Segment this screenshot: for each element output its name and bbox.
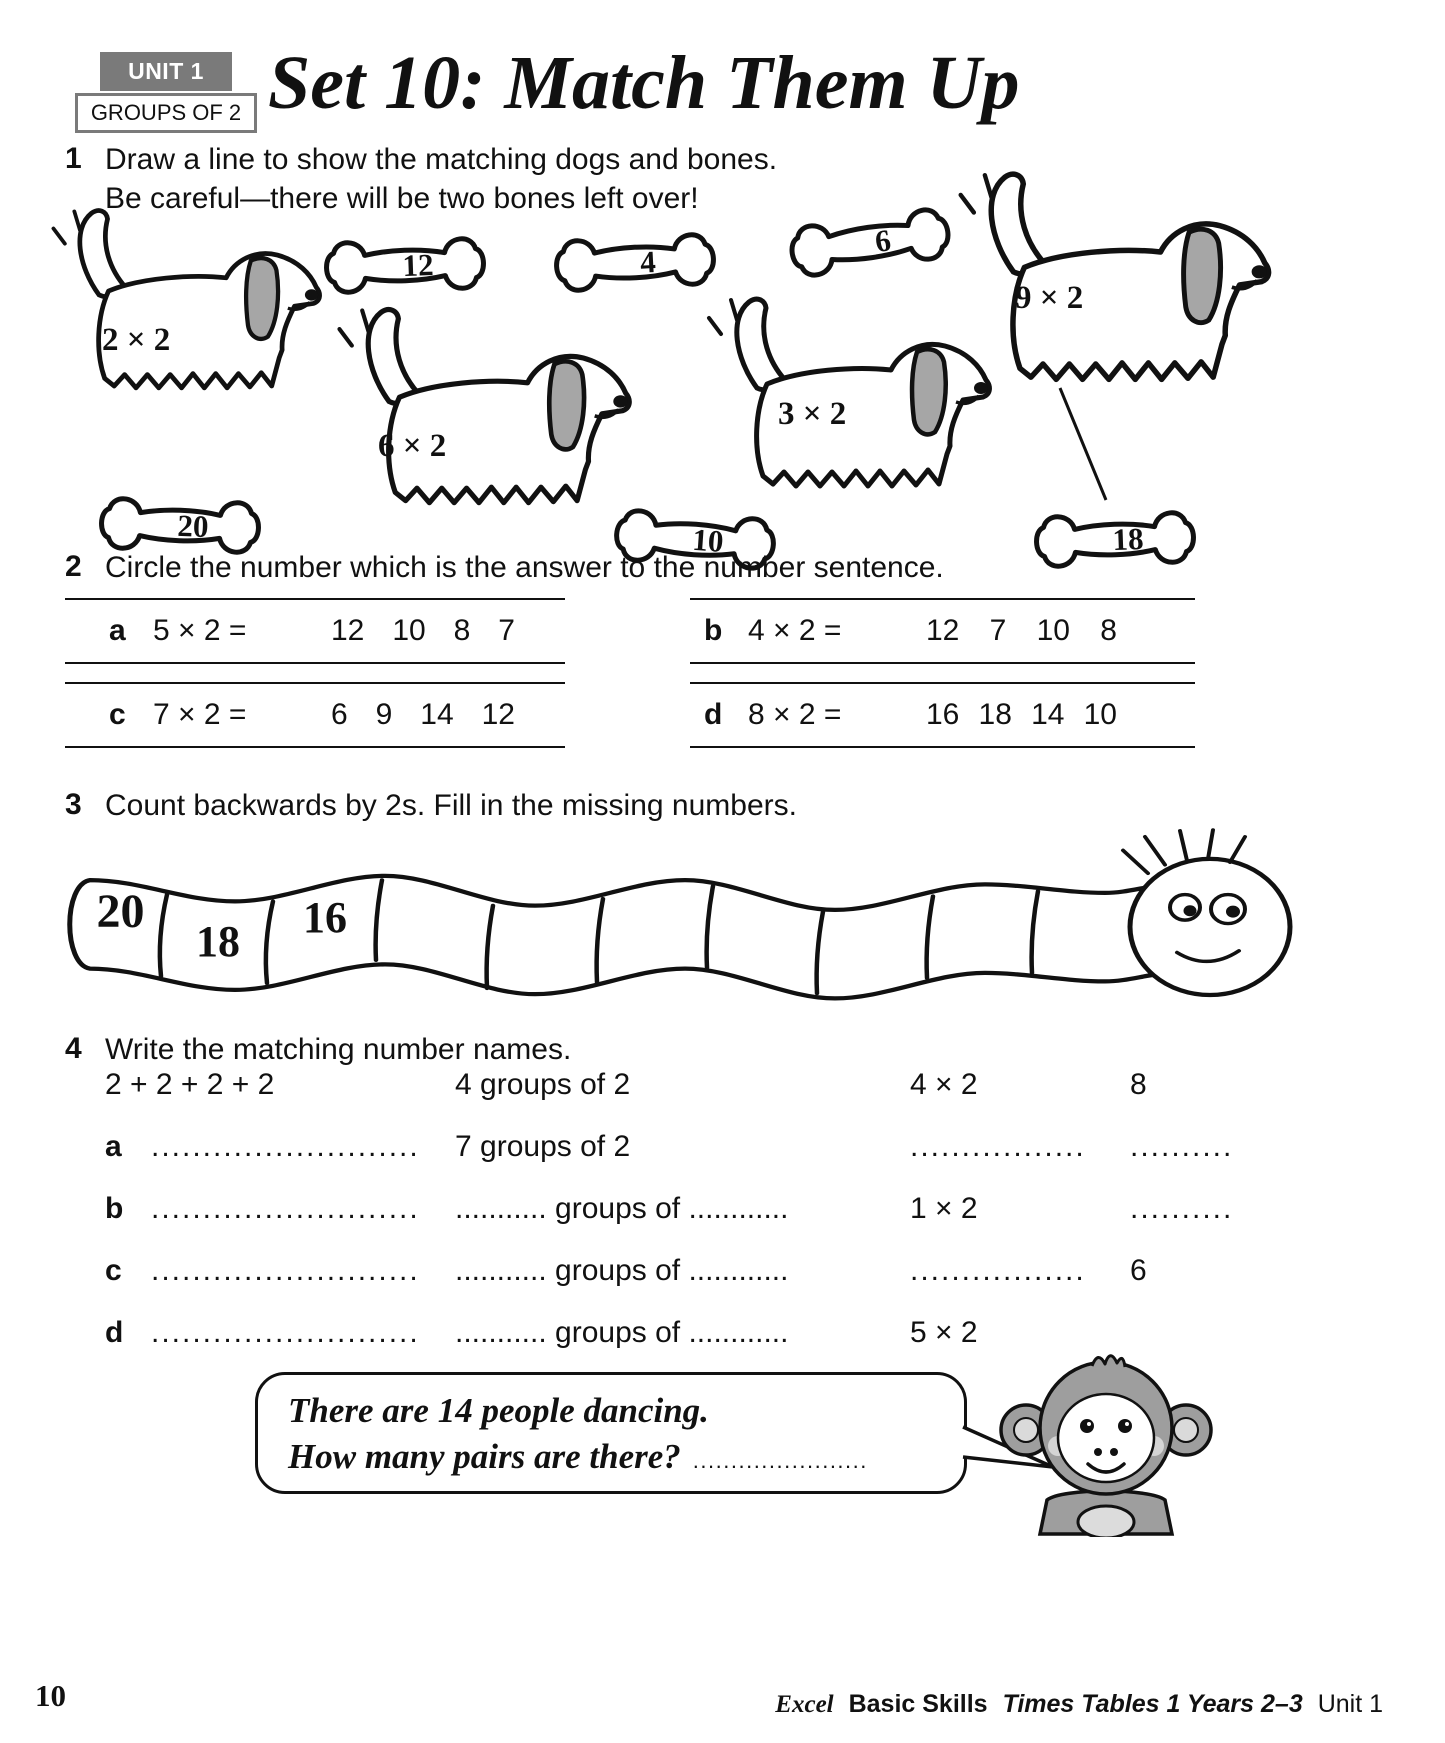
bone-18[interactable] [1029,499,1202,580]
q3-number: 3 [65,788,82,821]
answer-option[interactable]: 8 [453,614,471,647]
groups-answer-line[interactable]: ........... groups of ............ [455,1316,789,1349]
addition-answer-line[interactable]: .......................... [151,1316,420,1349]
worm-illustration [45,818,1355,1018]
row-letter: c [105,1254,122,1287]
bone-label: 20 [176,507,210,544]
q2-item-a [65,598,565,664]
answer-option[interactable]: 10 [1083,698,1117,731]
bubble-line2 [288,1434,964,1480]
q2-number: 2 [65,550,82,583]
dog-label-2x2: 2 × 2 [102,322,171,358]
addition-answer-line[interactable]: .......................... [151,1254,420,1287]
answer-line[interactable]: .......... [1130,1192,1234,1225]
worm-segment-value: 16 [303,893,347,942]
answer-text: 8 [1130,1068,1147,1101]
footer-credit [775,1690,1383,1719]
q4-prompt: Write the matching number names. [105,1033,572,1066]
bone-label: 10 [691,521,725,559]
footer-book: Times Tables 1 Years 2–3 [1002,1690,1303,1718]
item-letter: d [704,698,723,731]
addition-answer-line[interactable]: .......................... [151,1192,420,1225]
q2-item-c [65,682,565,748]
dog-icon [945,162,1275,420]
answer-option[interactable]: 12 [331,614,365,647]
q1-prompt-line1: Draw a line to show the matching dogs and bones. [105,143,778,176]
page-title: Set 10: Match Them Up [268,41,1020,125]
row-letter: b [105,1192,124,1225]
item-equation: 5 × 2 = [153,614,247,647]
groups-text: 7 groups of 2 [455,1130,631,1163]
dog-6x2[interactable] [325,298,635,541]
monkey-icon [992,1342,1220,1537]
multiplication-text: 1 × 2 [910,1192,978,1225]
answer-option[interactable]: 14 [420,698,454,731]
multiplication-answer-line[interactable]: ................. [910,1130,1086,1163]
addition-answer-line[interactable]: .......................... [151,1130,420,1163]
monkey-illustration [992,1342,1220,1537]
bubble-answer-line[interactable]: ....................... [692,1448,868,1474]
dogs-and-bones-illustration [40,150,1405,580]
groups-answer-line[interactable]: ........... groups of ............ [455,1192,789,1225]
q4-row-c [105,1254,1390,1296]
bubble-line1: There are 14 people dancing. [288,1391,709,1430]
bone-label: 6 [872,221,893,259]
answer-option[interactable]: 7 [498,614,515,647]
row-letter: d [105,1316,124,1349]
q3-prompt: Count backwards by 2s. Fill in the missing numbers. [105,789,797,822]
multiplication-text: 4 × 2 [910,1068,978,1101]
q1-number: 1 [65,142,82,175]
dog-label-6x2: 6 × 2 [378,428,447,464]
q2-column-left [65,598,565,766]
answer-option[interactable]: 7 [989,614,1007,647]
addition-text: 2 + 2 + 2 + 2 [105,1068,275,1101]
answer-option[interactable]: 16 [926,698,960,731]
bone-label: 12 [401,246,435,283]
answer-options [926,698,1195,732]
answer-options [331,614,565,648]
q4-row-a [105,1130,1390,1172]
row-letter: a [105,1130,122,1163]
bone-4[interactable] [548,221,722,305]
answer-text: 6 [1130,1254,1147,1287]
answer-options [331,698,565,732]
q2-column-right [690,598,1195,766]
footer-brand: Excel [775,1691,834,1718]
multiplication-text: 5 × 2 [910,1316,978,1349]
q2-item-d [690,682,1195,748]
unit-badge-bottom: GROUPS OF 2 [75,93,257,133]
speech-bubble [255,1372,967,1494]
page-number: 10 [35,1678,66,1713]
dog-9x2[interactable] [945,162,1275,420]
q4-row-b [105,1192,1390,1234]
answer-option[interactable]: 10 [392,614,426,647]
bone-12[interactable] [319,225,492,306]
dog-icon [40,200,325,423]
answer-option[interactable]: 9 [375,698,393,731]
item-letter: c [109,698,126,731]
dog-label-3x2: 3 × 2 [778,396,847,432]
answer-option[interactable]: 14 [1031,698,1065,731]
answer-option[interactable]: 10 [1036,614,1070,647]
bubble-question: How many pairs are there? [288,1437,681,1477]
item-equation: 8 × 2 = [748,698,842,731]
q2-prompt: Circle the number which is the answer to the number sentence. [105,551,944,584]
bone-6[interactable] [781,194,960,292]
answer-option[interactable]: 12 [926,614,960,647]
item-equation: 4 × 2 = [748,614,842,647]
item-letter: b [704,614,723,647]
bone-label: 4 [639,243,657,280]
answer-option[interactable]: 12 [481,698,515,731]
item-equation: 7 × 2 = [153,698,247,731]
q4-number: 4 [65,1032,82,1065]
q4-row-example [105,1068,1390,1110]
bone-label: 18 [1111,520,1145,557]
item-letter: a [109,614,126,647]
unit-badge-top: UNIT 1 [100,52,232,91]
footer-unit: Unit 1 [1317,1690,1383,1718]
answer-option[interactable]: 18 [978,698,1012,731]
answer-options [926,614,1195,648]
multiplication-answer-line[interactable]: ................. [910,1254,1086,1287]
dog-icon [325,298,635,541]
groups-answer-line[interactable]: ........... groups of ............ [455,1254,789,1287]
worm-segment-value: 20 [96,885,145,938]
dog-label-9x2: 9 × 2 [1015,280,1084,316]
footer-series: Basic Skills [848,1690,988,1718]
dog-2x2[interactable] [40,200,325,423]
q2-item-b [690,598,1195,664]
groups-text: 4 groups of 2 [455,1068,631,1101]
answer-line[interactable]: .......... [1130,1130,1234,1163]
answer-option[interactable]: 8 [1100,614,1117,647]
q1-prompt-line2: Be careful—there will be two bones left over! [105,182,699,215]
answer-option[interactable]: 6 [331,698,348,731]
unit-badge [75,52,257,133]
worm-segment-value: 18 [196,917,240,966]
